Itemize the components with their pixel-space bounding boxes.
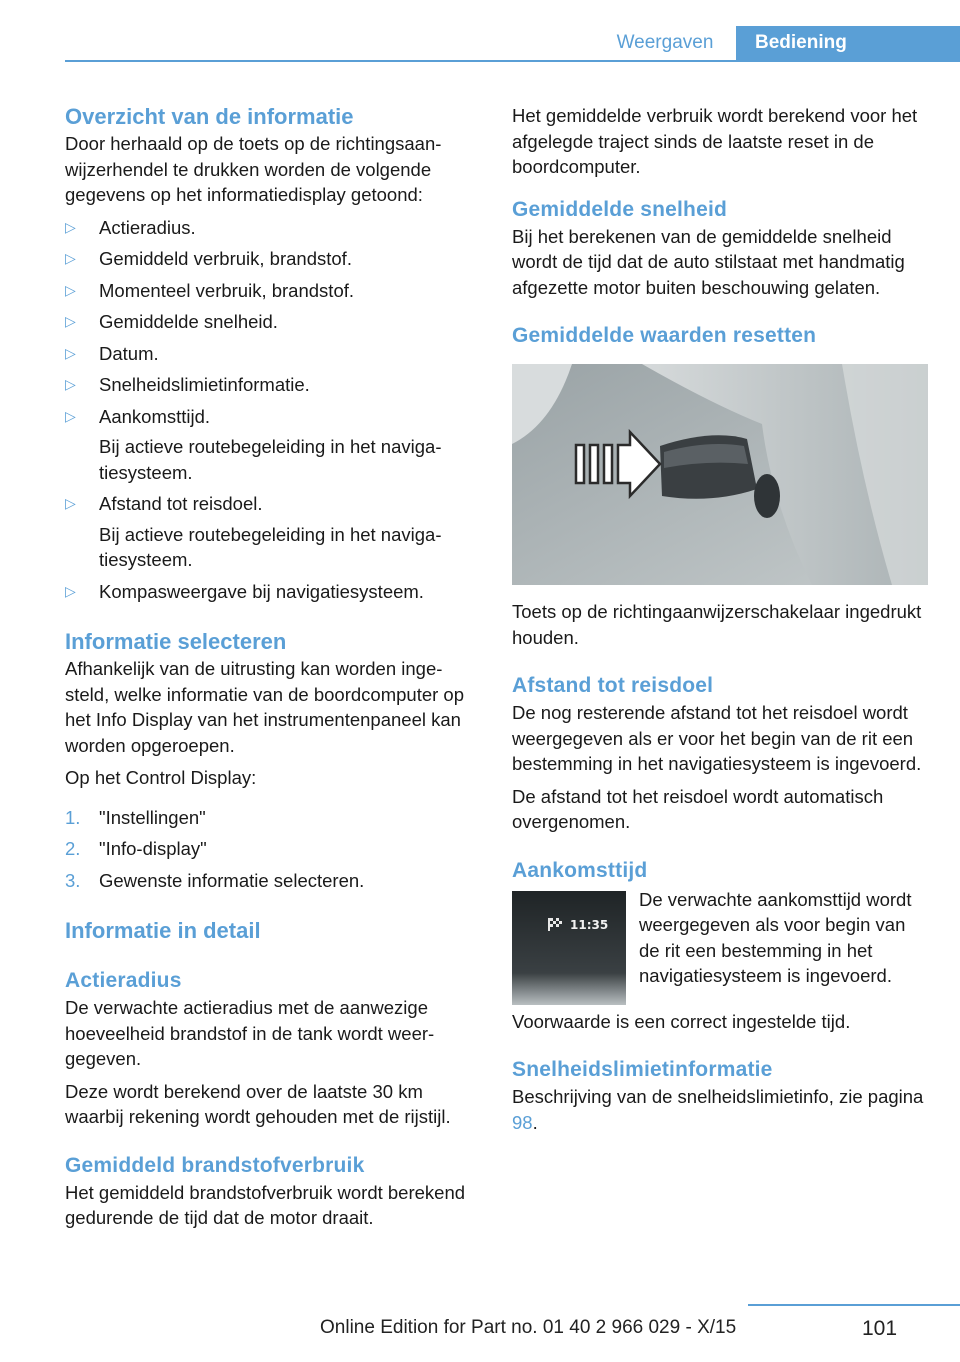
list-item-text bbox=[99, 579, 424, 605]
page-number: 101 bbox=[862, 1317, 898, 1340]
list-item bbox=[65, 579, 470, 605]
step-label: "Instellingen" bbox=[99, 806, 206, 828]
footer-rule bbox=[748, 1304, 960, 1306]
paragraph-actieradius-1: De verwachte actieradius met de aanwezige hoeveelheid brandstof in de tank wordt weergegeven. bbox=[65, 997, 435, 1069]
paragraph-selecteren: Afhankelijk van de uitrusting kan worden ingesteld, welke informatie van de boordcomputer op het Info Display van het instrumentenpaneel kan worden opgeroepen. bbox=[65, 658, 464, 756]
list-item-label: Momenteel verbruik, brandstof. bbox=[99, 279, 355, 301]
list-item-note: Bij actieve routebegeleiding in het navigatiesysteem. bbox=[99, 523, 442, 570]
step-number: 2. bbox=[65, 838, 81, 859]
edition-footer: Online Edition for Part no. 01 40 2 966 029 - X/15 bbox=[320, 1317, 737, 1338]
paragraph-brandstofverbruik: Het gemiddeld brandstofverbruik wordt berekend gedurende de tijd dat de motor draait. bbox=[65, 1181, 466, 1228]
turn-signal-lever-image bbox=[512, 364, 928, 585]
step-number: 3. bbox=[65, 869, 81, 891]
paragraph-actieradius-2: Deze wordt berekend over de laatste 30 km waarbij rekening wordt gehouden met de rijstijl. bbox=[65, 1080, 451, 1127]
list-item-note: Bij actieve routebegeleiding in het navigatiesysteem. bbox=[99, 436, 442, 483]
page-link-98[interactable]: 98 bbox=[512, 1111, 533, 1133]
paragraph-snelheidslimiet bbox=[512, 1084, 928, 1135]
paragraph-afstand-2: De afstand tot het reisdoel wordt automatisch overgenomen. bbox=[512, 785, 884, 832]
list-item-text bbox=[99, 215, 196, 241]
info-bullet-list bbox=[65, 215, 470, 605]
list-item-label: Gemiddeld verbruik, brandstof. bbox=[99, 248, 352, 269]
heading-actieradius: Actieradius bbox=[65, 969, 182, 992]
triangle-bullet-icon: ▷ bbox=[65, 495, 76, 511]
tab-chapter-bediening: Bediening bbox=[736, 26, 960, 62]
paragraph-overzicht: Door herhaald op de toets op de richtingsaanwijzerhendel te drukken worden de volgende gegevens op het informatiedisplay getoond: bbox=[65, 133, 442, 205]
triangle-bullet-icon: ▷ bbox=[65, 376, 76, 392]
list-item-text bbox=[99, 341, 159, 367]
left-column bbox=[65, 103, 470, 1238]
list-item-label: Snelheidslimietinformatie. bbox=[99, 374, 310, 395]
list-item bbox=[65, 278, 470, 304]
paragraph-control-display: Op het Control Display: bbox=[65, 767, 257, 788]
step-label: "Info-display" bbox=[99, 838, 207, 859]
right-column bbox=[512, 103, 928, 1142]
display-time-text: 11:35 bbox=[570, 917, 609, 932]
list-item bbox=[65, 246, 470, 272]
paragraph-toets: Toets op de richtingaanwijzerschakelaar ingedrukt houden. bbox=[512, 601, 922, 648]
step-label: Gewenste informatie selecteren. bbox=[99, 869, 365, 891]
list-item-label: Kompasweergave bij navigatiesysteem. bbox=[99, 580, 424, 602]
heading-resetten: Gemiddelde waarden resetten bbox=[512, 324, 817, 347]
list-item-label: Datum. bbox=[99, 342, 159, 364]
paragraph-voorwaarde: Voorwaarde is een correct ingestelde tijd. bbox=[512, 1010, 851, 1032]
list-item-label: Afstand tot reisdoel. bbox=[99, 493, 263, 514]
arrival-time-display-image bbox=[512, 891, 626, 1005]
list-item bbox=[65, 309, 470, 335]
list-item-text bbox=[99, 246, 352, 272]
step-number: 1. bbox=[65, 806, 81, 828]
list-item-text bbox=[99, 404, 470, 486]
heading-aankomsttijd: Aankomsttijd bbox=[512, 858, 648, 882]
list-item-text bbox=[99, 372, 310, 398]
header-rule bbox=[65, 60, 960, 62]
triangle-bullet-icon: ▷ bbox=[65, 313, 76, 329]
paragraph-gemiddeld-verbruik: Het gemiddelde verbruik wordt berekend voor het afgelegde traject sinds de laatste reset in de boordcomputer. bbox=[512, 105, 918, 177]
list-item bbox=[65, 404, 470, 486]
triangle-bullet-icon: ▷ bbox=[65, 407, 76, 424]
heading-overzicht: Overzicht van de informatie bbox=[65, 104, 354, 129]
paragraph-aankomsttijd: De verwachte aankomsttijd wordt weergegeven als voor begin van de rit een bestemming in het navigatiesysteem is ingevoerd. bbox=[639, 888, 912, 986]
list-item bbox=[65, 215, 470, 241]
list-item-text bbox=[99, 309, 278, 335]
step-item bbox=[65, 836, 470, 862]
aankomsttijd-block bbox=[512, 885, 928, 1009]
list-item bbox=[65, 372, 470, 398]
heading-brandstofverbruik: Gemiddeld brandstofverbruik bbox=[65, 1153, 365, 1177]
list-item-label: Gemiddelde snelheid. bbox=[99, 311, 278, 332]
list-item-label: Aankomsttijd. bbox=[99, 405, 211, 427]
step-item bbox=[65, 868, 470, 894]
heading-gemiddelde-snelheid: Gemiddelde snelheid bbox=[512, 197, 728, 221]
list-item bbox=[65, 491, 470, 573]
triangle-bullet-icon: ▷ bbox=[65, 218, 76, 235]
heading-afstand: Afstand tot reisdoel bbox=[512, 674, 714, 697]
list-item-text bbox=[99, 278, 354, 304]
step-item bbox=[65, 805, 470, 831]
step-list bbox=[65, 805, 470, 894]
paragraph-afstand-1: De nog resterende afstand tot het reisdoel wordt weergegeven als er voor het begin van de rit een bestemming in het navigatiesysteem is ingevoerd. bbox=[512, 702, 922, 774]
heading-detail: Informatie in detail bbox=[65, 918, 261, 943]
list-item-label: Actieradius. bbox=[99, 216, 196, 238]
triangle-bullet-icon: ▷ bbox=[65, 582, 76, 599]
triangle-bullet-icon: ▷ bbox=[65, 281, 76, 298]
heading-snelheidslimiet: Snelheidslimietinformatie bbox=[512, 1058, 773, 1081]
paragraph-gemiddelde-snelheid: Bij het berekenen van de gemiddelde snelheid wordt de tijd dat de auto stilstaat met handmatig afgezette motor buiten beschouwing gelaten. bbox=[512, 225, 905, 298]
tab-section-weergaven: Weergaven bbox=[616, 32, 714, 53]
heading-selecteren: Informatie selecteren bbox=[65, 629, 287, 654]
triangle-bullet-icon: ▷ bbox=[65, 250, 76, 266]
triangle-bullet-icon: ▷ bbox=[65, 344, 76, 361]
list-item-text bbox=[99, 491, 470, 573]
snelheidslimiet-text: Beschrijving van de snelheidslimietinfo, zie pagina bbox=[512, 1086, 924, 1107]
snelheidslimiet-period: . bbox=[532, 1111, 538, 1133]
list-item bbox=[65, 341, 470, 367]
